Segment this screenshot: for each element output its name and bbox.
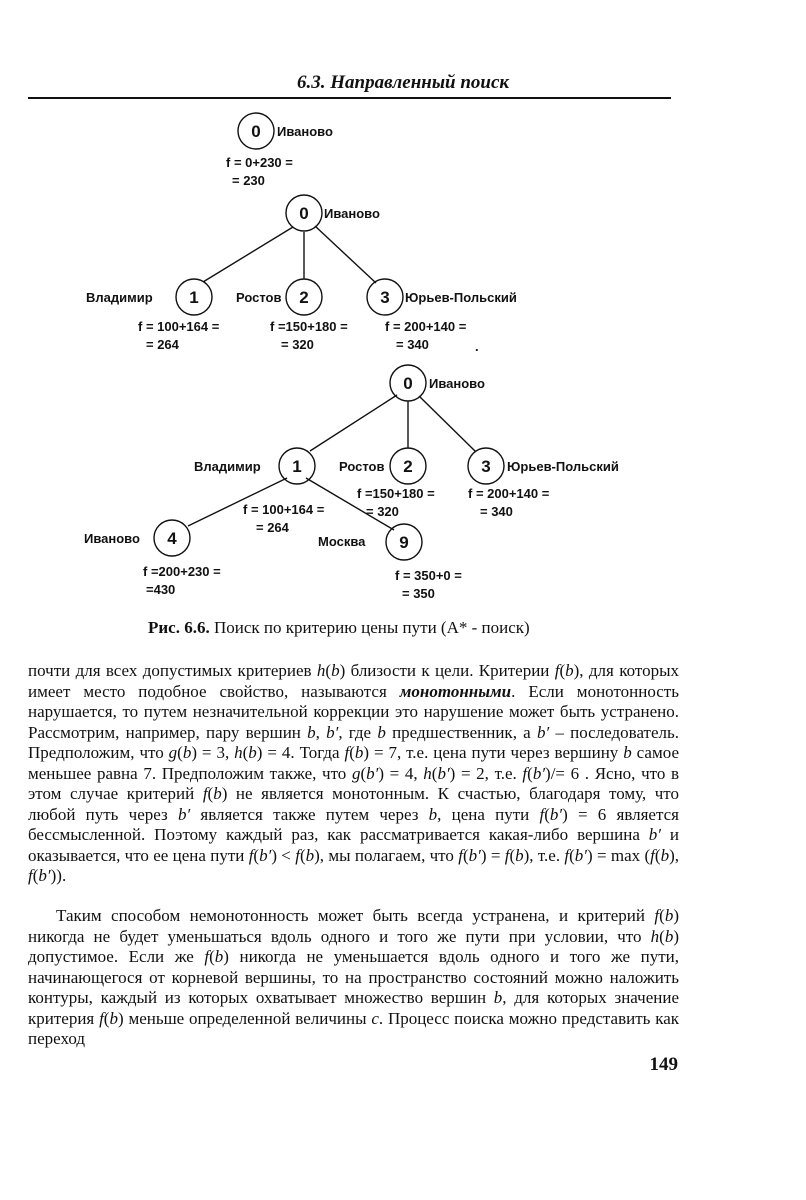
f-value: = 320 bbox=[281, 337, 314, 352]
math-var: f bbox=[344, 743, 350, 762]
node-label: Иваново bbox=[429, 376, 485, 391]
math-var: f bbox=[654, 906, 660, 925]
math-var: b bbox=[214, 947, 224, 966]
edge-t2-0-3 bbox=[315, 226, 376, 283]
node-num: 0 bbox=[403, 374, 413, 393]
stray-dot: . bbox=[475, 339, 479, 354]
math-var: b bbox=[565, 661, 574, 680]
f-value: f =200+230 = bbox=[143, 564, 221, 579]
figure-caption bbox=[148, 618, 530, 638]
math-var: f bbox=[522, 763, 528, 783]
f-value: = 350 bbox=[402, 586, 435, 601]
node-num: 3 bbox=[481, 457, 491, 476]
math-var: b bbox=[493, 988, 503, 1007]
math-var: b′ bbox=[326, 722, 339, 742]
caption-number: Рис. 6.6. bbox=[148, 618, 210, 637]
f-value: f = 200+140 = bbox=[385, 319, 467, 334]
math-var: g bbox=[351, 763, 361, 783]
math-var: f bbox=[539, 804, 545, 824]
math-var: f bbox=[99, 1008, 104, 1028]
node-num: 4 bbox=[167, 529, 177, 548]
body-paragraph: Таким способом немонотонность может быть всегда устранена, и критерий f(b) никогда не будет уменьшаться вдоль одного и того же пути при условии, что h(b) допустимое. Если же f(b) никогда не уменьшается вдоль одного и того же пути, начинающегося от корневой вершины, то на пространство состояний можно наложить контуры, каждый из которых охватывает множество вершин b, для которых значение критерия f(b) меньше определенной величины c. Процесс поиска можно представить как переход bbox=[28, 906, 680, 1048]
math-var: f bbox=[202, 784, 208, 803]
caption-text: Поиск по критерию цены пути (A* - поиск) bbox=[213, 618, 530, 637]
math-var: b′ bbox=[549, 804, 563, 824]
node-num: 2 bbox=[403, 457, 413, 476]
math-var: b bbox=[428, 804, 438, 824]
math-var: b bbox=[182, 743, 192, 762]
math-var: b′ bbox=[648, 825, 661, 844]
node-num: 0 bbox=[299, 204, 309, 223]
node-num: 1 bbox=[189, 288, 199, 307]
f-value: f = 0+230 = bbox=[226, 155, 293, 170]
f-value: = 264 bbox=[256, 520, 289, 535]
math-var: b bbox=[331, 661, 340, 680]
math-var: b bbox=[307, 722, 316, 742]
math-var: f bbox=[554, 661, 560, 680]
math-var: f bbox=[248, 845, 254, 865]
f-value: f = 100+164 = bbox=[243, 502, 325, 517]
node-label: Юрьев-Польский bbox=[507, 459, 619, 474]
math-var: b bbox=[213, 784, 222, 803]
math-var: b bbox=[515, 845, 524, 865]
math-var: c bbox=[371, 1008, 379, 1028]
f-value: = 230 bbox=[232, 173, 265, 188]
node-label: Иваново bbox=[84, 531, 140, 546]
node-label: Ростов bbox=[236, 290, 282, 305]
node-label: Иваново bbox=[277, 124, 333, 139]
math-var: f bbox=[650, 845, 655, 865]
math-var: b bbox=[248, 743, 257, 762]
f-value: = 264 bbox=[146, 337, 179, 352]
node-label: Юрьев-Польский bbox=[405, 290, 517, 305]
edge-t3-0-3 bbox=[419, 396, 475, 451]
node-num: 2 bbox=[299, 288, 309, 307]
edge-t2-0-1 bbox=[203, 227, 293, 282]
math-var: b′ bbox=[38, 866, 51, 885]
math-var: f bbox=[504, 845, 510, 865]
math-var: b bbox=[377, 722, 386, 742]
math-var: b bbox=[354, 743, 364, 762]
math-var: f bbox=[28, 866, 33, 885]
edge-t3-0-1 bbox=[310, 395, 397, 451]
f-value: =430 bbox=[146, 582, 176, 597]
math-var: h bbox=[316, 661, 326, 680]
node-label: Владимир bbox=[86, 290, 153, 305]
f-value: f = 350+0 = bbox=[395, 568, 462, 583]
math-var: b bbox=[305, 845, 315, 865]
math-var: h bbox=[650, 926, 660, 946]
node-num: 3 bbox=[380, 288, 390, 307]
math-var: b′ bbox=[366, 763, 379, 783]
math-var: f bbox=[295, 845, 300, 865]
math-var: b′ bbox=[259, 845, 272, 865]
math-var: b bbox=[664, 906, 674, 925]
f-value: f =150+180 = bbox=[270, 319, 348, 334]
running-header: 6.3. Направленный поиск bbox=[296, 72, 510, 93]
body-paragraph: почти для всех допустимых критериев h(b) близости к цели. Критерии f(b), для которых имеет место подобное свойство, называются монотонными. Если монотонность нарушается, то путем незначительной коррекции это нарушение может быть устранено. Рассмотрим, например, пару вершин b, b′, где b предшественник, а b′ – последователь. Предположим, что g(b) = 3, h(b) = 4. Тогда f(b) = 7, т.е. цена пути через вершину b самое меньшее равна 7. Предположим также, что g(b′) = 4, h(b′) = 2, т.е. f(b′)/= 6 . Ясно, что в этом случае критерий f(b) не является монотонным. К счастью, благодаря тому, что любой путь через b′ является также путем через b, цена пути f(b′) = 6 является бессмысленной. Поэтому каждый раз, как рассматривается какая-либо вершина b′ и оказывается, что ее цена пути f(b′) < f(b), мы полагаем, что f(b′) = f(b), т.е. f(b′) = max (f(b), f(b′)). bbox=[28, 661, 680, 885]
node-num: 0 bbox=[251, 122, 261, 141]
page-number: 149 bbox=[649, 1054, 678, 1075]
math-var: f bbox=[564, 845, 570, 865]
node-label: Ростов bbox=[339, 459, 385, 474]
math-var: b bbox=[623, 743, 632, 762]
node-label: Москва bbox=[318, 534, 366, 549]
math-var: b′ bbox=[468, 845, 481, 865]
f-value: = 340 bbox=[396, 337, 429, 352]
math-var: b′ bbox=[532, 763, 546, 783]
math-var: f bbox=[204, 947, 210, 966]
math-var: h bbox=[234, 743, 243, 762]
node-num: 9 bbox=[399, 533, 409, 552]
math-var: b′ bbox=[437, 763, 450, 783]
math-var: b′ bbox=[574, 845, 588, 865]
math-var: b′ bbox=[177, 804, 191, 824]
math-var: b′ bbox=[536, 722, 550, 742]
math-var: b bbox=[109, 1008, 118, 1028]
f-value: f =150+180 = bbox=[357, 486, 435, 501]
math-var: h bbox=[423, 763, 432, 783]
f-value: = 340 bbox=[480, 504, 513, 519]
math-var: g bbox=[168, 743, 178, 762]
f-value: f = 100+164 = bbox=[138, 319, 220, 334]
math-var: b bbox=[664, 926, 674, 946]
f-value: = 320 bbox=[366, 504, 399, 519]
node-label: Иваново bbox=[324, 206, 380, 221]
node-num: 1 bbox=[292, 457, 302, 476]
math-var: b bbox=[660, 845, 670, 865]
f-value: f = 200+140 = bbox=[468, 486, 550, 501]
node-label: Владимир bbox=[194, 459, 261, 474]
emphasis-term: монотонными bbox=[399, 681, 512, 701]
math-var: f bbox=[458, 845, 463, 865]
